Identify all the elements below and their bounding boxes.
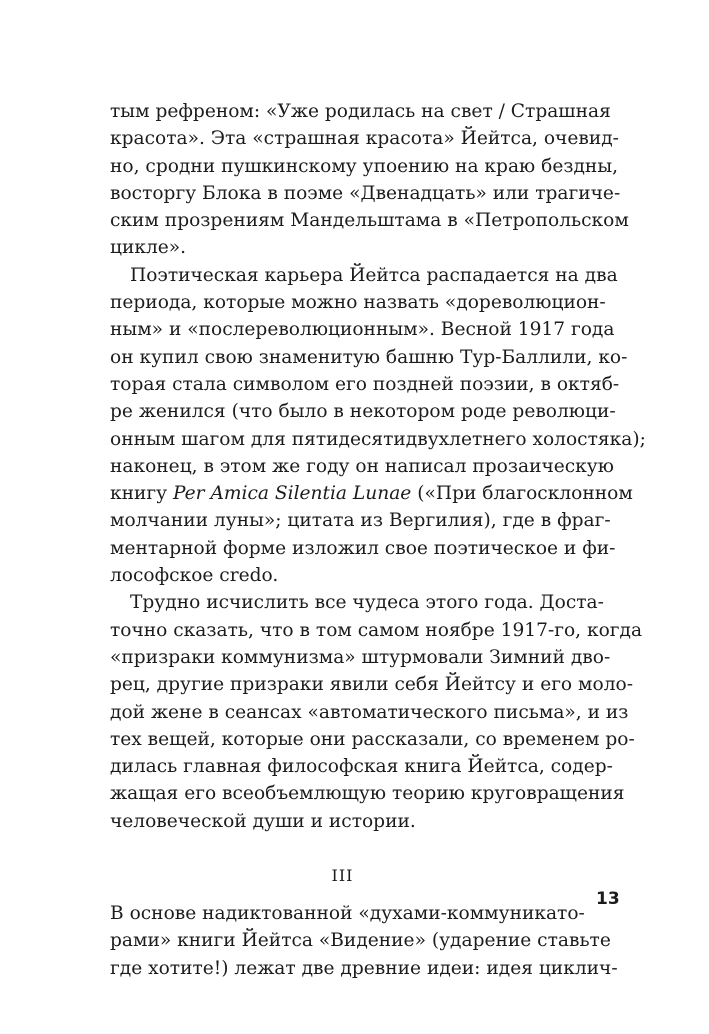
text-line: восторгу Блока в поэме «Двенадцать» или трагиче- bbox=[110, 182, 621, 204]
text-line: Трудно исчислить все чудеса этого года. Доста- bbox=[130, 592, 604, 614]
text-line: тым рефреном: «Уже родилась на свет / Страшная bbox=[110, 101, 611, 122]
paragraph bbox=[110, 900, 618, 982]
text-line: наконец, в этом же году он написал прозаическую bbox=[110, 455, 614, 477]
text-line: где хотите!) лежат две древние идеи: идея циклич- bbox=[110, 957, 618, 979]
text-line: человеческой души и истории. bbox=[110, 810, 416, 832]
paragraph bbox=[110, 262, 646, 590]
text-line: ре женился (что было в некотором роде революци- bbox=[110, 401, 616, 423]
text-line: тех вещей, которые они рассказали, со временем ро- bbox=[110, 728, 635, 750]
text-line: торая стала символом его поздней поэзии, в октяб- bbox=[110, 373, 620, 395]
paragraph bbox=[110, 589, 643, 835]
book-title-italic: Per Amica Silentia Lunae bbox=[173, 483, 412, 505]
text-fragment: книгу bbox=[110, 483, 173, 505]
text-line: дилась главная философская книга Йейтса, содер- bbox=[110, 756, 613, 778]
text-line: лософское credo. bbox=[110, 565, 279, 587]
text-line-with-title bbox=[110, 480, 633, 507]
text-line: Поэтическая карьера Йейтса распадается на два bbox=[130, 264, 618, 286]
text-line: ментарной форме изложил свое поэтическое и фи- bbox=[110, 537, 616, 559]
text-line: но, сродни пушкинскому упоению на краю бездны, bbox=[110, 155, 619, 177]
section-heading: III bbox=[331, 866, 354, 886]
text-line: дой жене в сеансах «автоматического письма», и из bbox=[110, 701, 629, 723]
text-line: В основе надиктованной «духами-коммуникато- bbox=[110, 903, 585, 925]
text-line: периода, которые можно назвать «дореволюцион- bbox=[110, 292, 606, 314]
paragraph bbox=[110, 98, 629, 262]
text-line: «призраки коммунизма» штурмовали Зимний дво- bbox=[110, 646, 611, 668]
text-line: молчании луны»; цитата из Вергилия), где в фраг- bbox=[110, 510, 611, 532]
text-line: ным» и «послереволюционным». Весной 1917 года bbox=[110, 319, 615, 341]
text-fragment: («При благосклонном bbox=[411, 483, 633, 505]
text-line: красота». Эта «страшная красота» Йейтса, очевид- bbox=[110, 128, 619, 150]
page-number: 13 bbox=[596, 889, 620, 909]
text-line: цикле». bbox=[110, 237, 187, 259]
text-line: жащая его всеобъемлющую теорию круговращения bbox=[110, 783, 625, 805]
text-line: рами» книги Йейтса «Видение» (ударение ставьте bbox=[110, 930, 611, 952]
text-line: он купил свою знаменитую башню Тур-Баллили, ко- bbox=[110, 346, 628, 368]
text-line: ским прозрениям Мандельштама в «Петропольском bbox=[110, 210, 629, 232]
text-line: точно сказать, что в том самом ноябре 1917-го, когда bbox=[110, 619, 643, 641]
text-line: онным шагом для пятидесятидвухлетнего холостяка); bbox=[110, 428, 646, 450]
text-line: рец, другие призраки явили себя Йейтсу и его моло- bbox=[110, 674, 633, 696]
